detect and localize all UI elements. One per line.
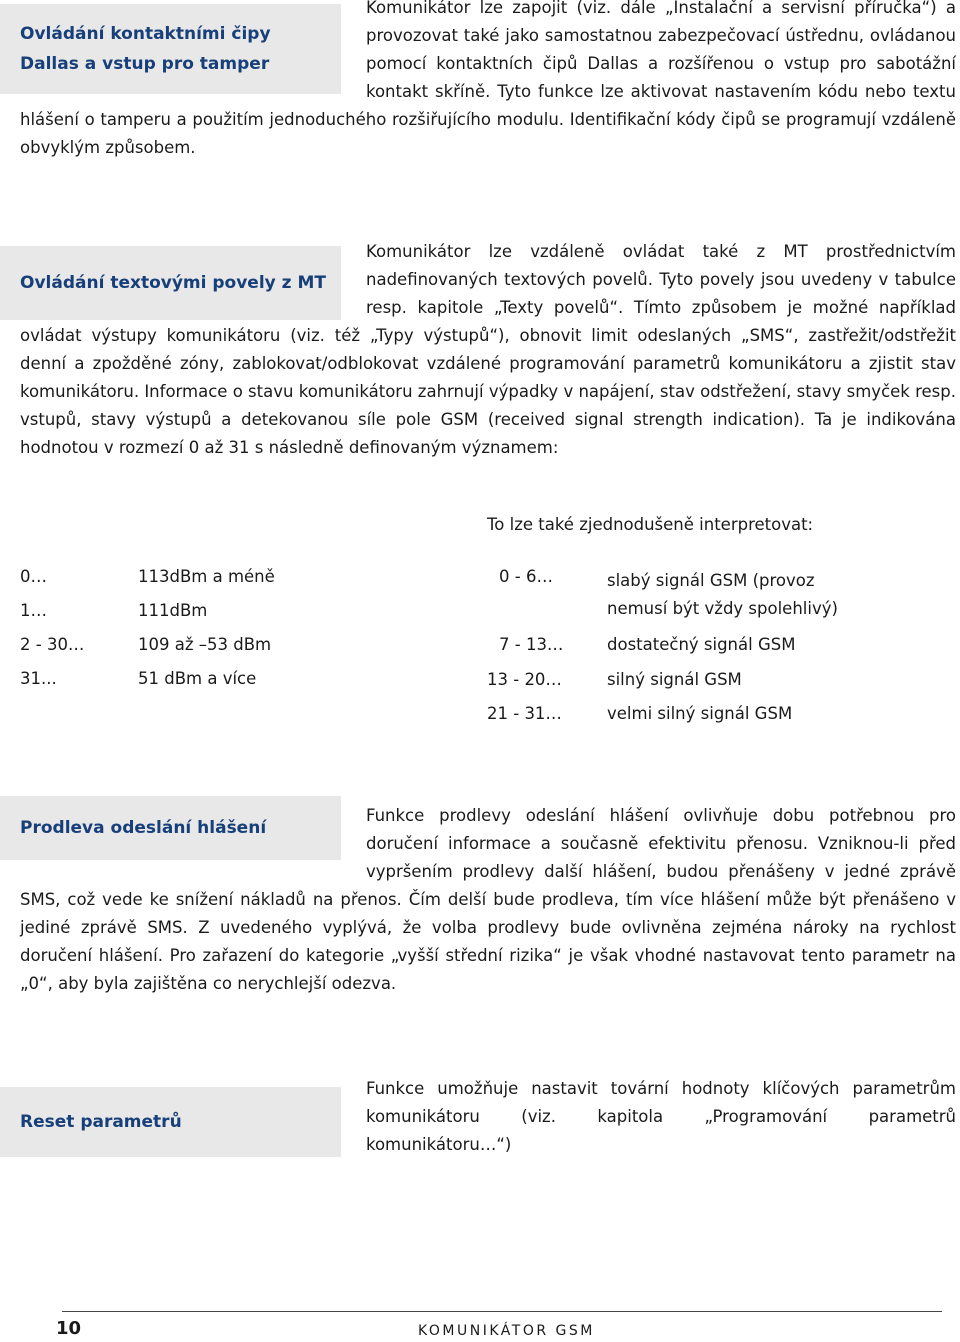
table-row [487,635,857,670]
interpret-range: 21 - 31… [487,704,562,723]
interpret-meaning: dostatečný signál GSM [607,635,796,654]
section-heading [0,4,341,94]
heading-line: Reset parametrů [20,1112,182,1132]
interpret-range: 0 - 6… [499,567,553,586]
section-text: Funkce prodlevy odeslání hlášení ovlivňuje dobu potřebnou pro doručení informace a současně efektivitu přenosu. Vzniknou-li před vypršením prodlevy další hlášení, budou přenášeny v jedné zprávě SMS, což vede ke snížení nákladů na přenos. Čím delší bude prodleva, tím více hlášení může být přenášeno v jediné zprávě SMS. Z uvedeného vyplývá, že volba prodlevy bude ovlivněna zejména nároky na rychlost doručení hlášení. Pro zařazení do kategorie „vyšší střední rizika“ je však vhodné nastavovat tento parametr na „0“, aby byla zajištěna co nerychlejší odezva. [20,806,956,993]
interpret-label: To lze také zjednodušeně interpretovat: [487,515,814,534]
section-dallas [0,0,960,162]
rssi-value: 51 dBm a více [138,669,257,688]
rssi-value: 111dBm [138,601,208,620]
interpret-meaning: slabý signál GSM (provoz nemusí být vždy spolehlivý) [607,571,838,618]
rssi-value: 109 až –53 dBm [138,635,272,654]
interpret-range: 13 - 20… [487,670,562,689]
rssi-table [20,567,275,703]
section-text-commands [0,238,960,462]
section-text: Komunikátor lze zapojit (viz. dále „Instalační a servisní příručka“) a provozovat také jako samostatnou zabezpečovací ústřednu, ovládanou pomocí kontaktních čipů Dallas a rozšířenou o vstup pro sabotážní kontakt skříně. Tyto funkce lze aktivovat nastavením kódu nebo textu hlášení o tamperu a použitím jednoduchého rozšiřujícího modulu. Identifikační kódy čipů se programují vzdáleně obvyklým způsobem. [20,0,956,157]
heading-line: Ovládání kontaktními čipy [20,24,271,44]
table-row [20,601,275,635]
section-text: Funkce umožňuje nastavit tovární hodnoty klíčových parametrům komunikátoru (viz. kapitola „Programování parametrů komunikátoru…“) [366,1079,956,1154]
interpret-table [487,567,857,738]
section-heading [0,796,341,860]
table-row [20,669,275,703]
heading-line: Ovládání textovými povely z MT [20,273,326,293]
rssi-value: 113dBm a méně [138,567,275,586]
section-text: Komunikátor lze vzdáleně ovládat také z MT prostřednictvím nadefinovaných textových povelů. Tyto povely jsou uvedeny v tabulce resp. kapitole „Texty povelů“. Tímto způsobem je možné například ovládat výstupy komunikátoru (viz. též „Typy výstupů“), obnovit limit odeslaných „SMS“, zastřežit/odstřežit denní a zpožděné zóny, zablokovat/odblokovat vzdálené programování parametrů komunikátoru a zjistit stav komunikátoru. Informace o stavu komunikátoru zahrnují výpadky v napájení, stav odstřežení, stavy smyček resp. vstupů, stavy výstupů a detekovanou síle pole GSM (received signal strength indication). Ta je indikována hodnotou v rozmezí 0 až 31 s následně definovaným významem: [20,242,956,457]
rssi-code: 31... [20,669,57,688]
table-row [20,635,275,669]
table-row [20,567,275,601]
heading-line: Dallas a vstup pro tamper [20,54,270,74]
footer-divider [62,1311,942,1312]
interpret-range: 7 - 13… [499,635,564,654]
page-number: 10 [56,1318,82,1339]
table-row [487,567,857,635]
rssi-code: 1… [20,601,47,620]
interpret-meaning: velmi silný signál GSM [607,704,793,723]
footer-title: KOMUNIKÁTOR GSM [418,1323,595,1339]
heading-line: Prodleva odeslání hlášení [20,818,267,838]
table-row [487,704,857,738]
interpret-meaning: silný signál GSM [607,670,742,689]
section-heading [0,246,341,320]
rssi-code: 2 - 30… [20,635,85,654]
section-delay [0,802,960,998]
rssi-code: 0… [20,567,47,586]
section-reset [0,1075,960,1159]
section-heading [0,1087,341,1157]
table-row [487,670,857,704]
